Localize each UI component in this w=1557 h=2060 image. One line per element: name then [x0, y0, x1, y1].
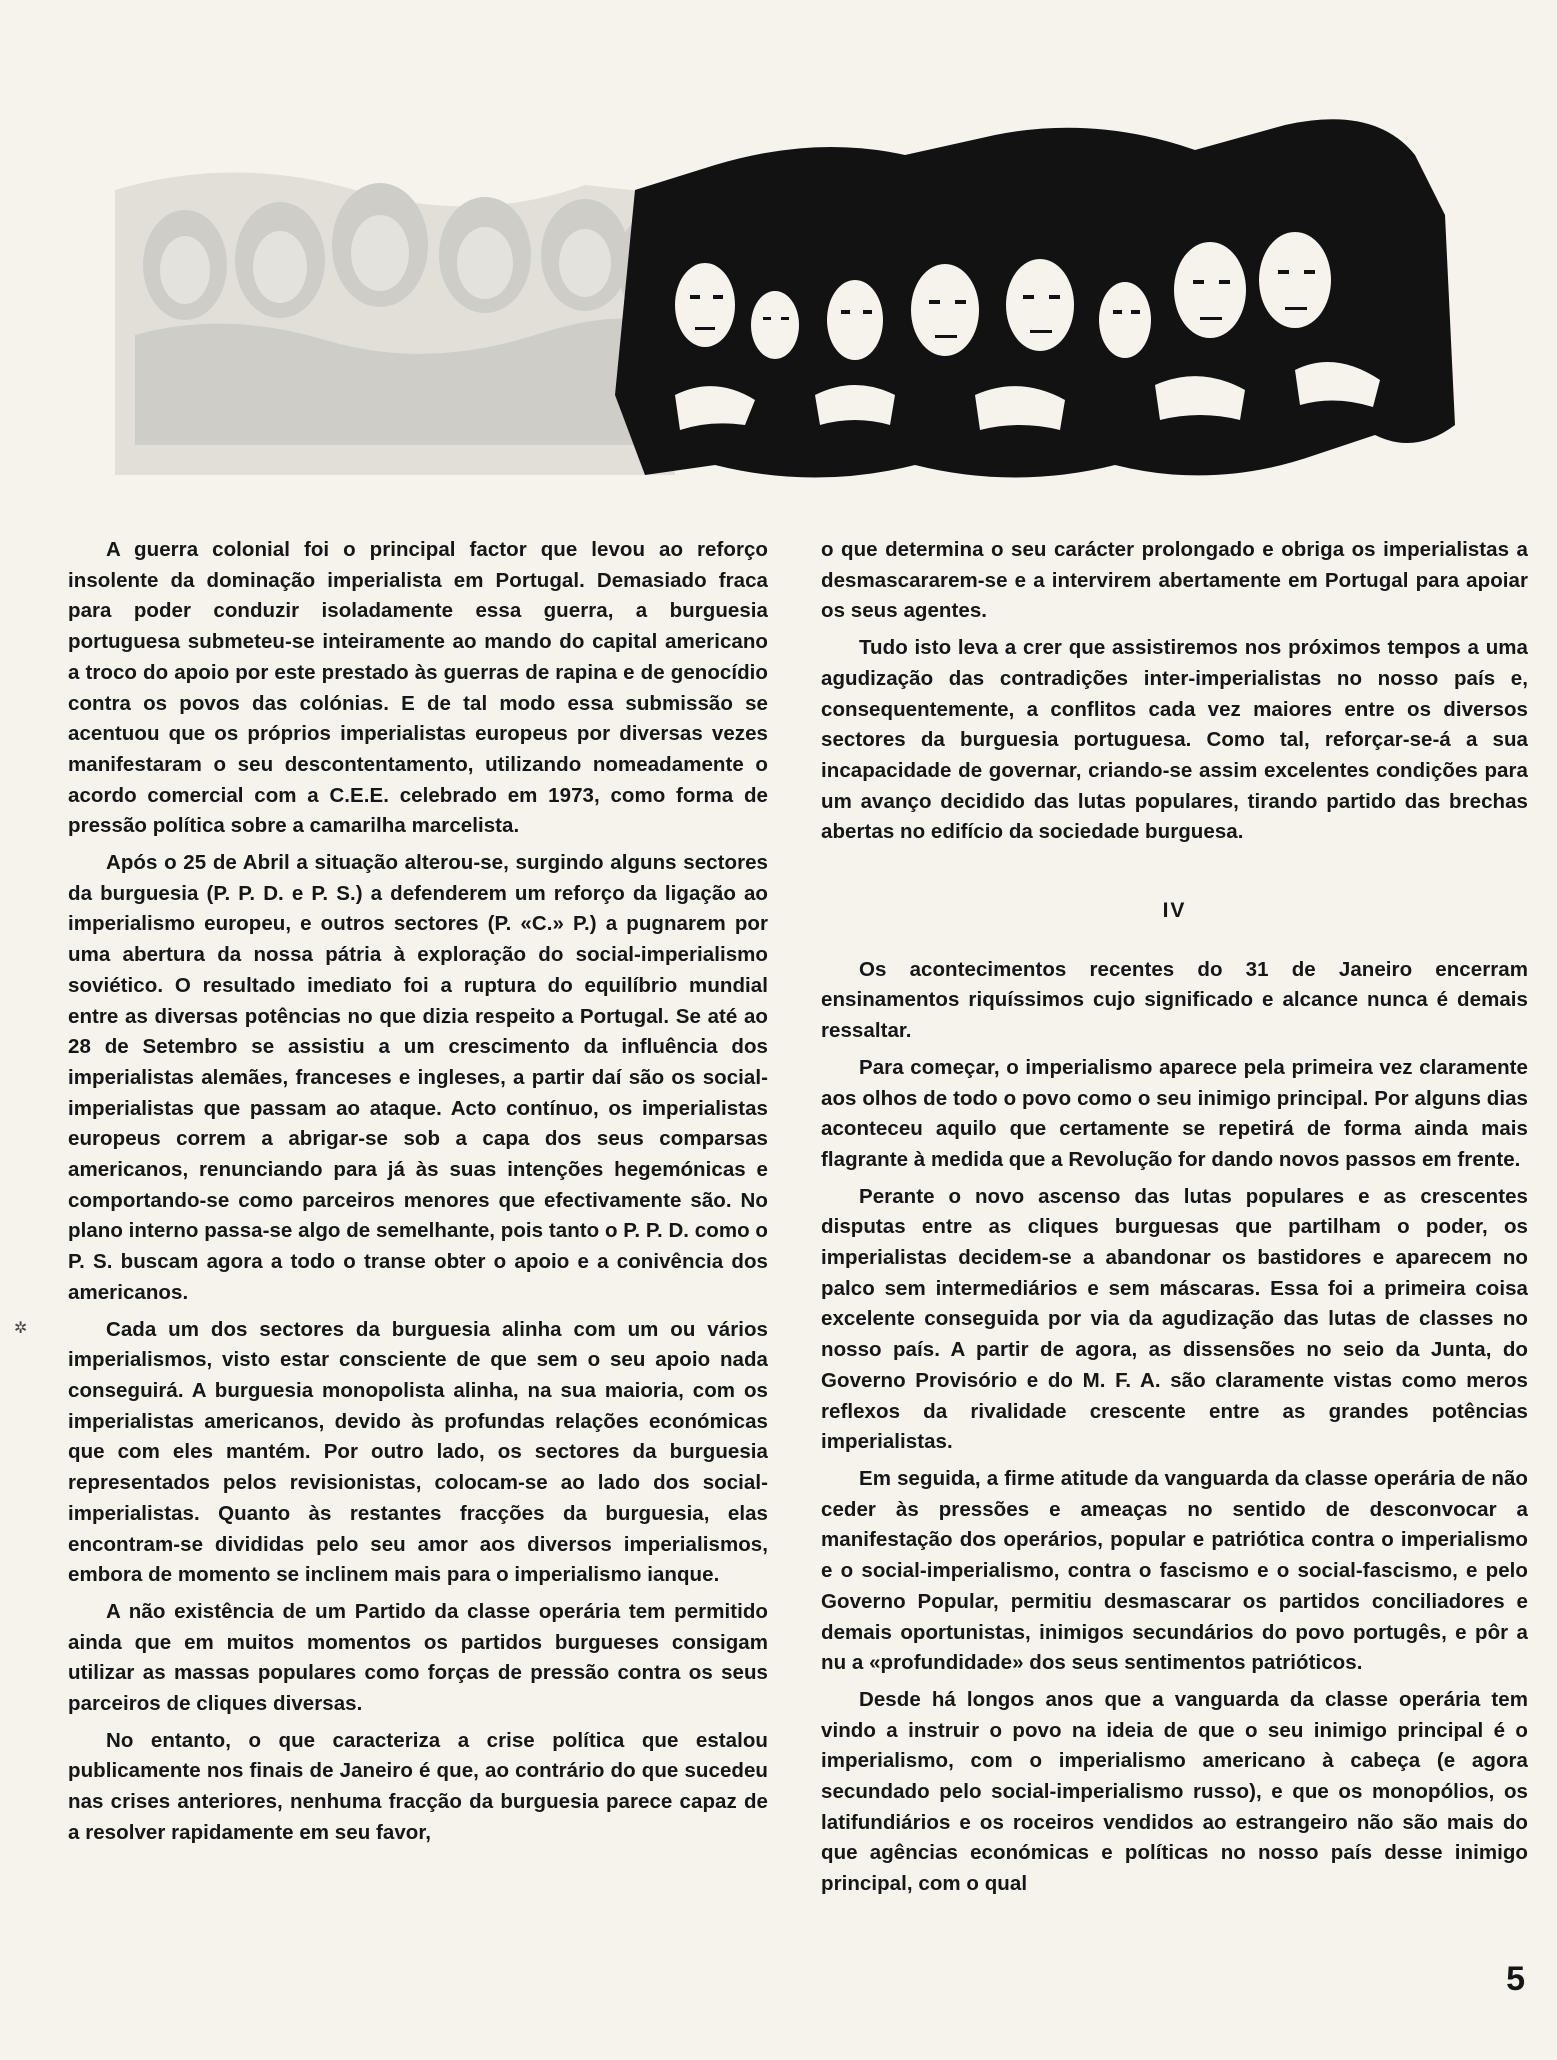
section-heading: IV [1162, 899, 1187, 923]
paragraph: Perante o novo ascenso das lutas populares e as crescentes disputas entre as cliques burguesas que partilham o poder, os imperialistas decidem-se a abandonar os bastidores e aparecem no palco sem intermediários e sem máscaras. Essa foi a primeira coisa excelente conseguida por via da agudização das lutas de classes no nosso país. A partir de agora, as dissensões no seio da Junta, do Governo Provisório e do M. F. A. são claramente vistas como meros reflexos da rivalidade crescente entre as grandes potências imperialistas. [821, 1184, 1528, 1454]
paragraph: Os acontecimentos recentes do 31 de Janeiro encerram ensinamentos riquíssimos cujo significado e alcance nunca é demais ressaltar. [821, 957, 1528, 1043]
paragraph: No entanto, o que caracteriza a crise política que estalou publicamente nos finais de Janeiro é que, ao contrário do que sucedeu nas crises anteriores, nenhuma fracção da burguesia parece capaz de a resolver rapidamente em seu favor, [68, 1728, 768, 1844]
right-column [821, 535, 1528, 1900]
page-number: 5 [1506, 1960, 1525, 1998]
paragraph: Tudo isto leva a crer que assistiremos nos próximos tempos a uma agudização das contradições inter-imperialistas no nosso país e, consequentemente, a conflitos cada vez maiores entre os diversos sectores da burguesia portuguesa. Como tal, reforçar-se-á a sua incapacidade de governar, criando-se assim excelentes condições para um avanço decidido das lutas populares, tirando partido das brechas abertas no edifício da sociedade burguesa. [821, 636, 1528, 844]
paragraph: A não existência de um Partido da classe operária tem permitido ainda que em muitos momentos os partidos burgueses consigam utilizar as massas populares como forças de pressão contra os seus parceiros de cliques diversas. [68, 1599, 768, 1716]
margin-mark-icon: ✲ [14, 1320, 28, 1337]
paragraph: Desde há longos anos que a vanguarda da classe operária tem vindo a instruir o povo na ideia de que o seu inimigo principal é o imperialismo, com o imperialismo americano à cabeça (e agora secundado pelo social-imperialismo russo), e que os monopólios, os latifundiários e os roceiros vendidos ao estrangeiro não são mais do que agências económicas e políticas no nosso país desse inimigo principal, com o qual [821, 1687, 1528, 1896]
paragraph: Em seguida, a firme atitude da vanguarda da classe operária de não ceder às pressões e ameaças no sentido de desconvocar a manifestação dos operários, popular e patriótica contra o imperialismo e o social-imperialismo, contra o fascismo e o social-fascismo, e pelo Governo Popular, permitiu desmascarar os partidos conciliadores e demais oportunistas, inimigos secundários do povo portugês, e pôr a nu a «profundidade» dos seus sentimentos patrióticos. [821, 1466, 1528, 1675]
paragraph: Cada um dos sectores da burguesia alinha com um ou vários imperialismos, visto estar consciente de que sem o seu apoio nada conseguirá. A burguesia monopolista alinha, na sua maioria, com os imperialistas americanos, devido às profundas relações económicas que com eles mantém. Por outro lado, os sectores da burguesia representados pelos revisionistas, colocam-se ao lado dos social-imperialistas. Quanto às restantes fracções da burguesia, elas encontram-se divididas pelo seu amor aos diversos imperialismos, embora de momento se inclinem mais para o imperialismo ianque. [68, 1317, 768, 1587]
paragraph: A guerra colonial foi o principal factor que levou ao reforço insolente da dominação imperialista em Portugal. Demasiado fraca para poder conduzir isoladamente essa guerra, a burguesia portuguesa submeteu-se inteiramente ao mando do capital americano a troco do apoio por este prestado às guerras de rapina e de genocídio contra os povos das colónias. E de tal modo essa submissão se acentuou que os próprios imperialistas europeus por diversas vezes manifestaram o seu descontentamento, utilizando nomeadamente o acordo comercial com a C.E.E. celebrado em 1973, como forma de pressão política sobre a camarilha marcelista. [68, 538, 768, 838]
workers-with-flags-woodcut-icon [115, 95, 1555, 490]
paragraph: Após o 25 de Abril a situação alterou-se, surgindo alguns sectores da burguesia (P. P. D. e P. S.) a defenderem um reforço da ligação ao imperialismo europeu, e outros sectores (P. «C.» P.) a pugnarem por uma abertura da nossa pátria à exploração do social-imperialismo soviético. O resultado imediato foi a ruptura do equilíbrio mundial entre as diversas potências no que dizia respeito a Portugal. Se até ao 28 de Setembro se assistiu a um crescimento da influência dos imperialistas alemães, franceses e ingleses, a partir daí são os social-imperialistas que passam ao ataque. Acto contínuo, os imperialistas europeus correm a abrigar-se sob a capa dos seus comparsas americanos, renunciando para já às suas intenções hegemónicas e comportando-se como parceiros menores que efectivamente são. No plano interno passa-se algo de semelhante, pois tanto o P. P. D. como o P. S. buscam agora a todo o transe obter o apoio e a conivência dos americanos. [68, 851, 768, 1304]
left-column [68, 535, 768, 1849]
paragraph: Para começar, o imperialismo aparece pela primeira vez claramente aos olhos de todo o povo como o seu inimigo principal. Por alguns dias aconteceu aquilo que certamente se repetirá de forma ainda mais flagrante à medida que a Revolução for dando novos passos em frente. [821, 1055, 1528, 1171]
paragraph: o que determina o seu carácter prolongado e obriga os imperialistas a desmascararem-se e a intervirem abertamente em Portugal para apoiar os seus agentes. [821, 538, 1528, 623]
